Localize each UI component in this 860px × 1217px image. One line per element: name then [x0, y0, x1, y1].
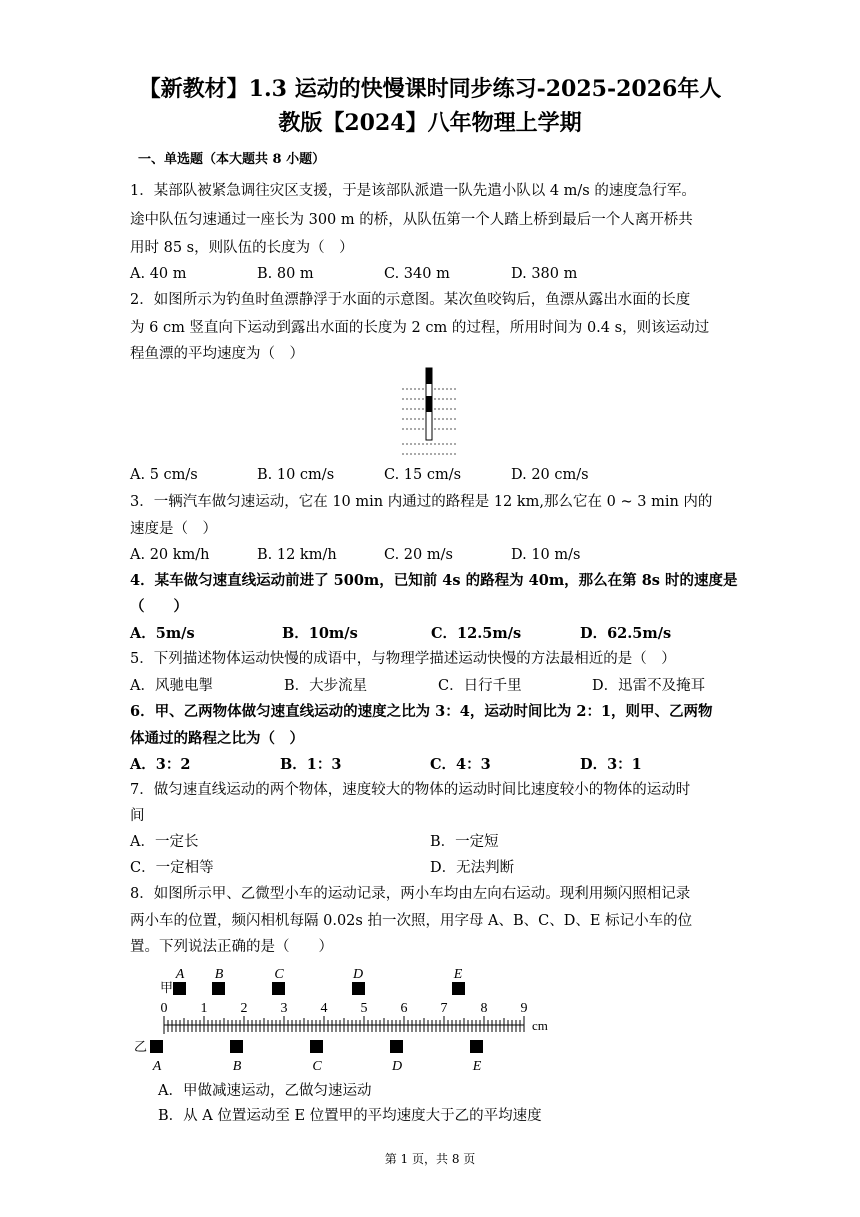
q1-line2: 途中队伍匀速通过一座长为 300 m 的桥，从队伍第一个人踏上桥到最后一个人离开桥共	[130, 212, 693, 228]
q2-line3: 程鱼漂的平均速度为（ ）	[130, 346, 304, 362]
unit-label: cm	[532, 1018, 548, 1033]
tick-label-2: 2	[240, 1001, 248, 1016]
page-footer: 第 1 页，共 8 页	[384, 1152, 476, 1166]
q8-line2: 两小车的位置，频闪相机每隔 0.02s 拍一次照，用字母 A、B、C、D、E 标记小车的位	[130, 913, 693, 929]
jia-label: 甲	[160, 980, 174, 995]
q1-option-c[interactable]: C. 340 m	[384, 266, 450, 282]
yi-letter-a: A	[152, 1059, 162, 1074]
q1-option-b[interactable]: B. 80 m	[257, 266, 314, 282]
q5-option-c[interactable]: C．日行千里	[438, 678, 522, 694]
q8-option-a[interactable]: A．甲做减速运动，乙做匀速运动	[158, 1083, 372, 1099]
yi-letter-c: C	[312, 1059, 322, 1074]
q3-line2: 速度是（ ）	[130, 521, 217, 537]
q7-option-a[interactable]: A．一定长	[130, 834, 199, 850]
q4-line2: （ ）	[130, 598, 188, 615]
q3-option-d[interactable]: D. 10 m/s	[511, 547, 581, 563]
q3-option-b[interactable]: B. 12 km/h	[257, 547, 337, 563]
q5-line1: 5．下列描述物体运动快慢的成语中，与物理学描述运动快慢的方法最相近的是（ ）	[130, 651, 676, 667]
strobe-ruler-figure	[130, 960, 570, 1080]
tick-label-5: 5	[360, 1001, 368, 1016]
q6-option-c[interactable]: C．4：3	[430, 756, 491, 773]
q6-line2: 体通过的路程之比为（ ）	[130, 730, 304, 747]
q6-line1: 6．甲、乙两物体做匀速直线运动的速度之比为 3：4，运动时间比为 2：1，则甲、乙两物	[130, 703, 713, 720]
yi-letter-e: E	[472, 1059, 482, 1074]
q1-option-a[interactable]: A. 40 m	[130, 266, 187, 282]
q3-line1: 3．一辆汽车做匀速运动，它在 10 min 内通过的路程是 12 km,那么它在 0 ~ 3 min 内的	[130, 494, 713, 510]
q1-line3: 用时 85 s，则队伍的长度为（ ）	[130, 240, 354, 256]
q7-option-c[interactable]: C．一定相等	[130, 860, 214, 876]
q1-option-d[interactable]: D. 380 m	[511, 266, 578, 282]
jia-letter-c: C	[274, 967, 284, 982]
q2-option-c[interactable]: C. 15 cm/s	[384, 467, 462, 483]
yi-letter-d: D	[391, 1059, 403, 1074]
q4-option-c[interactable]: C．12.5m/s	[431, 625, 522, 642]
yi-car-d	[390, 1040, 403, 1053]
tick-label-7: 7	[440, 1001, 448, 1016]
page-title-line1: 【新教材】1.3 运动的快慢课时同步练习-2025-2026年人	[138, 76, 722, 102]
jia-car-a	[173, 982, 186, 995]
q7-option-d[interactable]: D．无法判断	[430, 860, 515, 876]
q4-option-a[interactable]: A．5m/s	[130, 625, 195, 642]
q6-option-a[interactable]: A．3：2	[130, 756, 191, 773]
tick-label-1: 1	[200, 1001, 208, 1016]
section-heading: 一、单选题（本大题共 8 小题）	[138, 152, 326, 167]
q4-option-b[interactable]: B．10m/s	[282, 625, 358, 642]
jia-letter-e: E	[453, 967, 463, 982]
q5-option-b[interactable]: B．大步流星	[284, 678, 368, 694]
q2-line1: 2．如图所示为钓鱼时鱼漂静浮于水面的示意图。某次鱼咬钩后，鱼漂从露出水面的长度	[130, 292, 691, 308]
tick-label-6: 6	[400, 1001, 408, 1016]
q7-option-b[interactable]: B．一定短	[430, 834, 499, 850]
q6-option-d[interactable]: D．3：1	[580, 756, 642, 773]
q4-line1: 4．某车做匀速直线运动前进了 500m，已知前 4s 的路程为 40m，那么在第 8s 时的速度是	[130, 572, 738, 589]
tick-label-8: 8	[480, 1001, 488, 1016]
q2-option-d[interactable]: D. 20 cm/s	[511, 467, 589, 483]
yi-car-b	[230, 1040, 243, 1053]
jia-letter-d: D	[352, 967, 364, 982]
jia-car-d	[352, 982, 365, 995]
jia-car-b	[212, 982, 225, 995]
q8-option-b[interactable]: B．从 A 位置运动至 E 位置甲的平均速度大于乙的平均速度	[158, 1108, 542, 1124]
ruler	[164, 1016, 524, 1034]
jia-letter-b: B	[214, 967, 224, 982]
jia-letter-a: A	[175, 967, 185, 982]
q2-line2: 为 6 cm 竖直向下运动到露出水面的长度为 2 cm 的过程，所用时间为 0.4 s，则该运动过	[130, 320, 710, 336]
q4-option-d[interactable]: D．62.5m/s	[580, 625, 672, 642]
yi-car-e	[470, 1040, 483, 1053]
q8-line1: 8．如图所示甲、乙微型小车的运动记录，两小车均由左向右运动。现利用频闪照相记录	[130, 886, 691, 902]
q5-option-d[interactable]: D．迅雷不及掩耳	[592, 678, 706, 694]
q2-option-b[interactable]: B. 10 cm/s	[257, 467, 335, 483]
yi-letter-b: B	[232, 1059, 242, 1074]
q8-line3: 置。下列说法正确的是（ ）	[130, 939, 333, 955]
yi-car-c	[310, 1040, 323, 1053]
jia-car-c	[272, 982, 285, 995]
q5-option-a[interactable]: A．风驰电掣	[130, 678, 213, 694]
q3-option-a[interactable]: A. 20 km/h	[130, 547, 210, 563]
q7-line2: 间	[130, 808, 145, 824]
fishing-float-figure	[400, 366, 460, 462]
q2-option-a[interactable]: A. 5 cm/s	[130, 467, 198, 483]
yi-label: 乙	[134, 1039, 148, 1054]
float-body	[426, 368, 432, 440]
tick-label-9: 9	[520, 1001, 528, 1016]
page-title-line2: 教版【2024】八年物理上学期	[278, 110, 582, 136]
yi-car-a	[150, 1040, 163, 1053]
tick-label-0: 0	[160, 1001, 168, 1016]
jia-car-e	[452, 982, 465, 995]
q1-line1: 1．某部队被紧急调往灾区支援，于是该部队派遣一队先遣小队以 4 m/s 的速度急行军。	[130, 183, 696, 199]
tick-label-4: 4	[320, 1001, 328, 1016]
q3-option-c[interactable]: C. 20 m/s	[384, 547, 453, 563]
q6-option-b[interactable]: B．1：3	[280, 756, 342, 773]
q7-line1: 7．做匀速直线运动的两个物体，速度较大的物体的运动时间比速度较小的物体的运动时	[130, 782, 691, 798]
tick-label-3: 3	[280, 1001, 288, 1016]
